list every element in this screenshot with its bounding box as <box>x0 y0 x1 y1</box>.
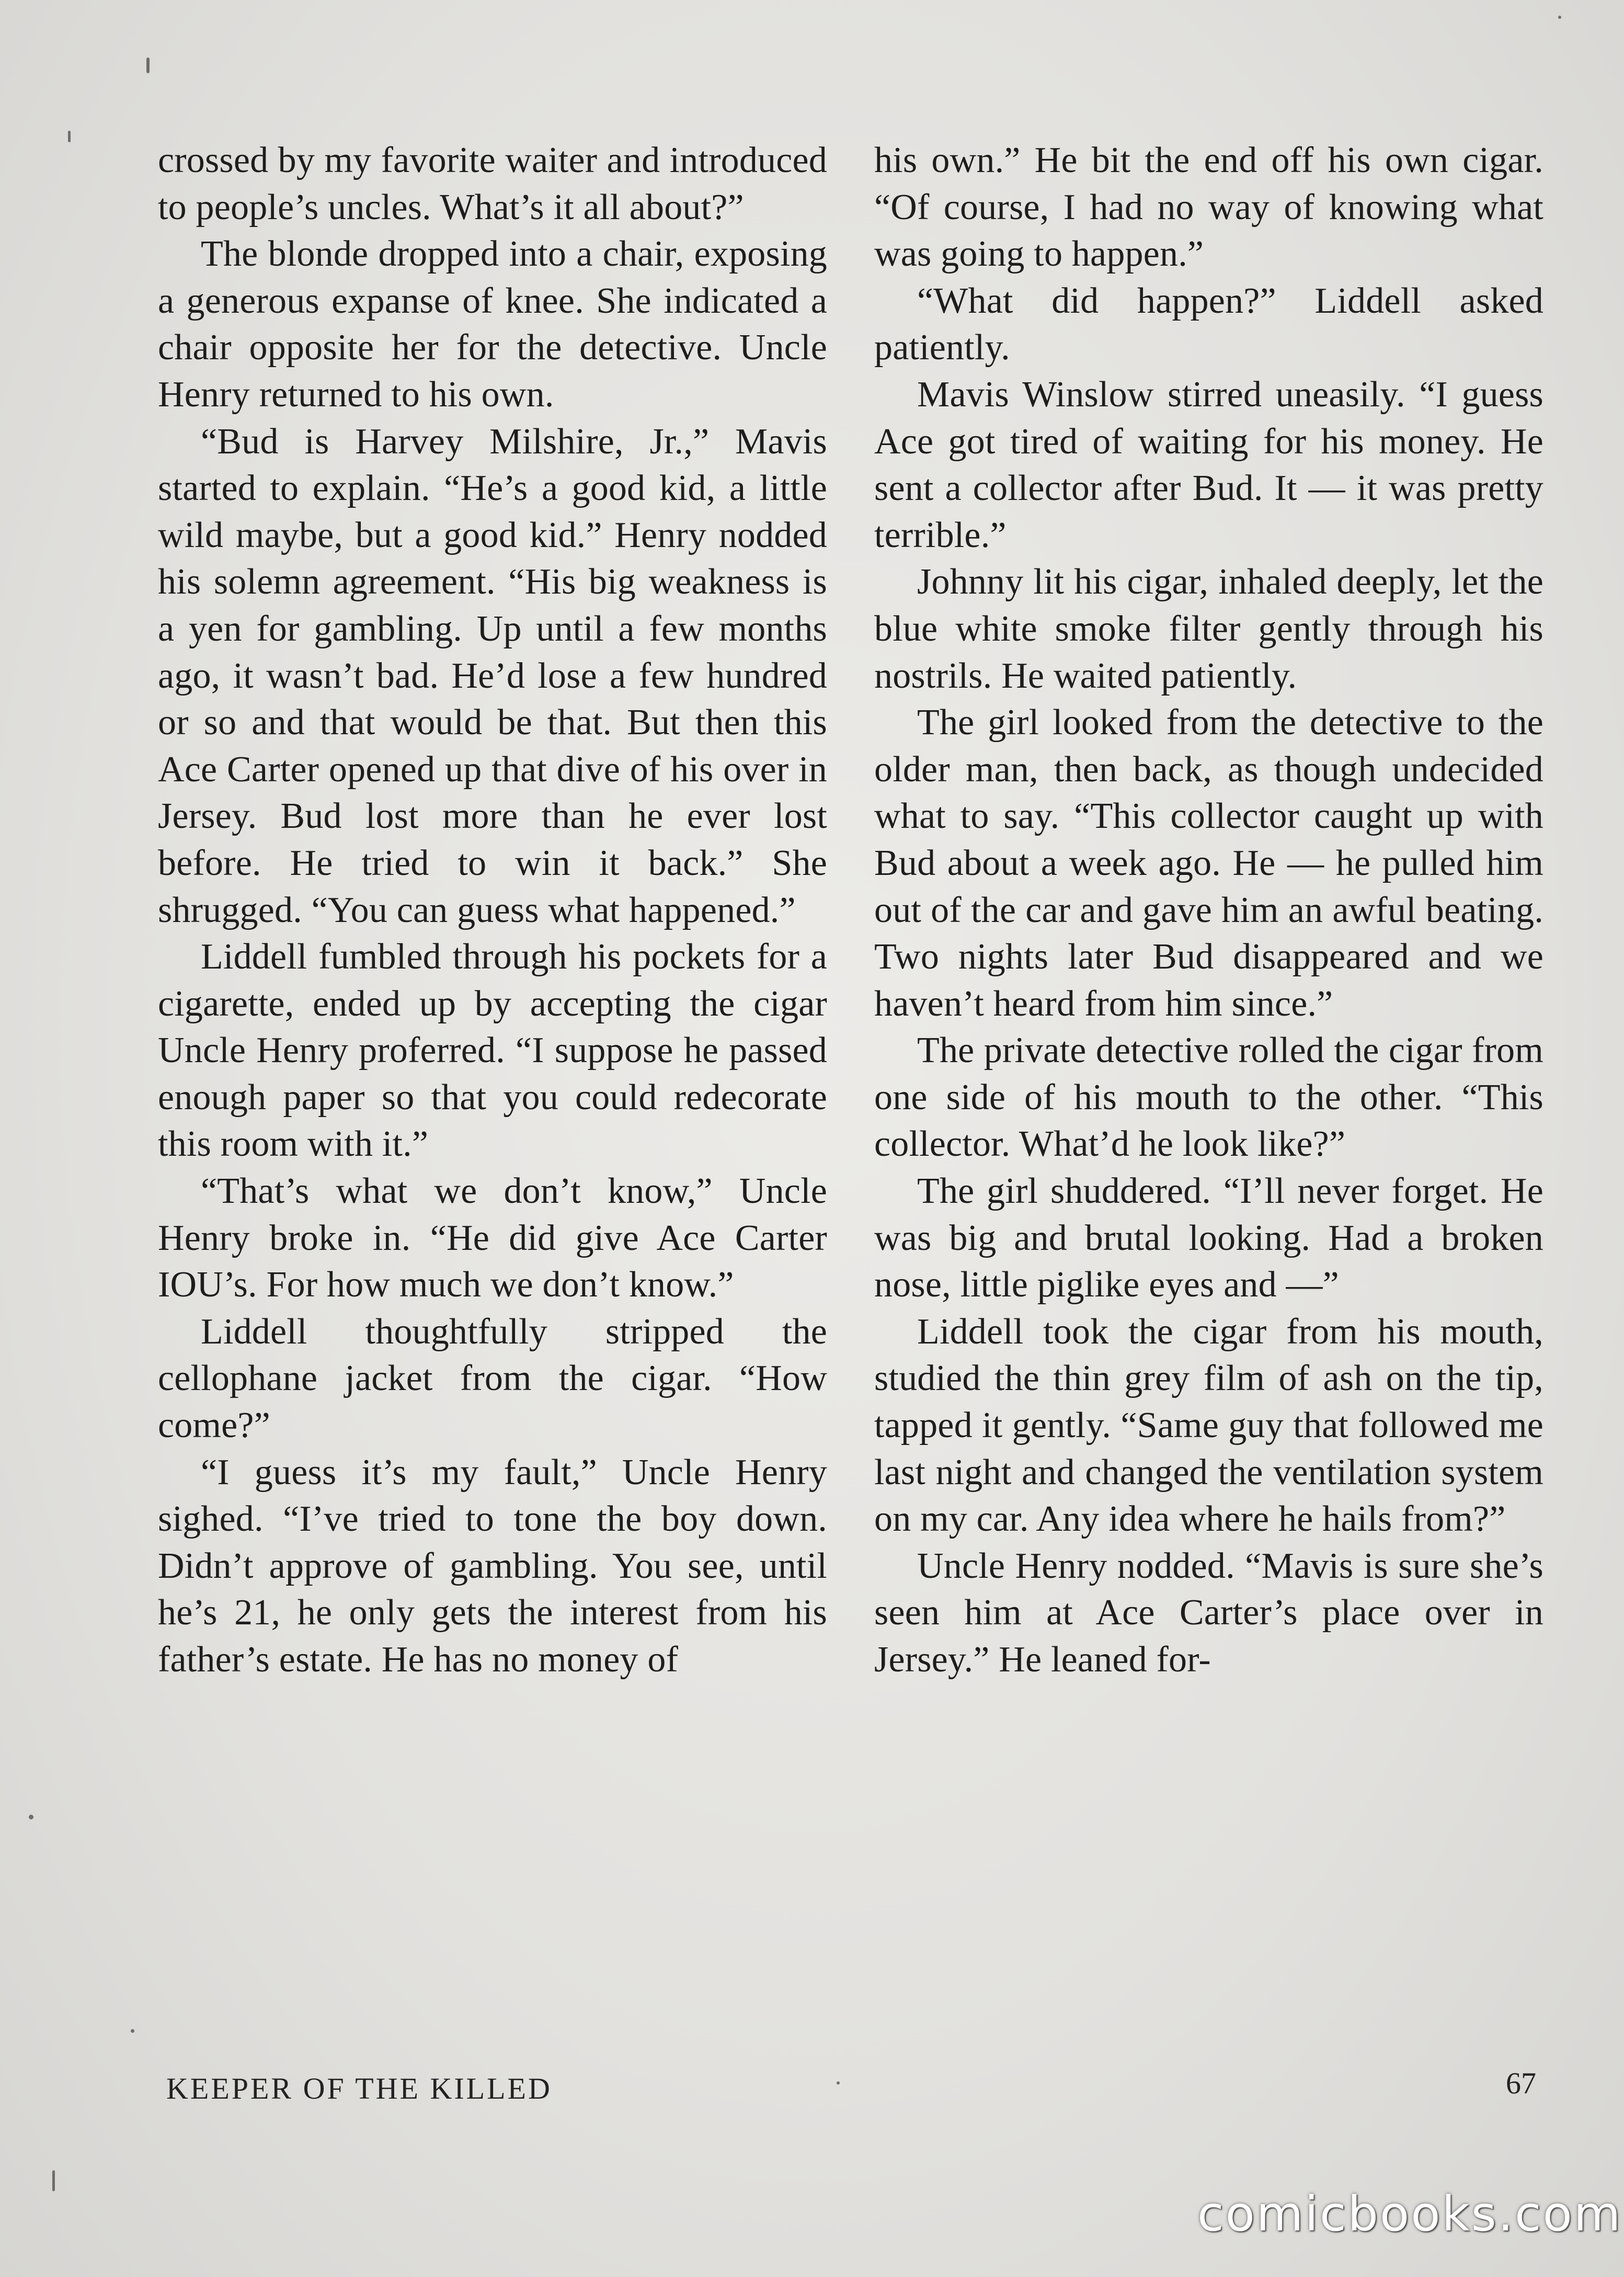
paragraph: “That’s what we don’t know,” Uncle Henry broke in. “He did give Ace Carter IOU’s. For how much we don’t know.” <box>158 1171 827 1305</box>
paragraph: “I guess it’s my fault,” Uncle Henry sighed. “I’ve tried to tone the boy down. Didn’t approve of gambling. You see, until he’s 21, he only gets the interest from his father’s estate. He has no money of <box>158 1452 827 1680</box>
paragraph: Liddell thoughtfully stripped the cellophane jacket from the cigar. “How come?” <box>158 1311 827 1446</box>
running-footer-title: KEEPER OF THE KILLED <box>166 2071 552 2105</box>
paragraph: The girl looked from the detective to the older man, then back, as though undecided what to say. “This collector caught up with Bud about a week ago. He — he pulled him out of the car and gave him an awful beating. Two nights later Bud disappeared and we haven’t heard from him since.” <box>874 702 1543 1024</box>
right-text-column <box>874 137 1543 1683</box>
paragraph: The private detective rolled the cigar from one side of his mouth to the other. “This collector. What’d he look like?” <box>874 1030 1543 1165</box>
paper-speck <box>837 2081 840 2085</box>
paragraph: “Bud is Harvey Milshire, Jr.,” Mavis started to explain. “He’s a good kid, a little wild maybe, but a good kid.” Henry nodded his solemn agreement. “His big weakness is a yen for gambling. Up until a few months ago, it wasn’t bad. He’d lose a few hundred or so and that would be that. But then this Ace Carter opened up that dive of his over in Jersey. Bud lost more than he ever lost before. He tried to win it back.” She shrugged. “You can guess what happened.” <box>158 421 827 930</box>
paper-speck <box>131 2029 134 2033</box>
paper-speck <box>146 58 150 73</box>
page-number: 67 <box>1506 2066 1536 2100</box>
site-watermark: comicbooks.com <box>1197 2186 1622 2242</box>
left-text-column <box>158 137 827 1683</box>
paragraph: Liddell took the cigar from his mouth, studied the thin grey film of ash on the tip, tapped it gently. “Same guy that followed me last night and changed the ventilation system on my car. Any idea where he hails from?” <box>874 1311 1543 1540</box>
paragraph: The girl shuddered. “I’ll never forget. He was big and brutal looking. Had a broken nose, little piglike eyes and —” <box>874 1171 1543 1305</box>
paragraph: Uncle Henry nodded. “Mavis is sure she’s seen him at Ace Carter’s place over in Jersey.” He leaned for- <box>874 1545 1543 1680</box>
paragraph: “What did happen?” Liddell asked patiently. <box>874 280 1543 368</box>
paper-speck <box>1558 16 1561 19</box>
paper-speck <box>52 2170 55 2191</box>
paragraph: Liddell fumbled through his pockets for a cigarette, ended up by accepting the cigar Uncle Henry proferred. “I suppose he passed enough paper so that you could redecorate this room with it.” <box>158 937 827 1165</box>
paragraph: Johnny lit his cigar, inhaled deeply, let the blue white smoke filter gently through his nostrils. He waited patiently. <box>874 562 1543 696</box>
paragraph: his own.” He bit the end off his own cigar. “Of course, I had no way of knowing what was going to happen.” <box>874 140 1543 275</box>
paragraph: The blonde dropped into a chair, exposing a generous expanse of knee. She indicated a chair opposite her for the detective. Uncle Henry returned to his own. <box>158 234 827 415</box>
paragraph: crossed by my favorite waiter and introduced to people’s uncles. What’s it all about?” <box>158 140 827 227</box>
paragraph: Mavis Winslow stirred uneasily. “I guess Ace got tired of waiting for his money. He sent a collector after Bud. It — it was pretty terrible.” <box>874 374 1543 555</box>
paper-speck <box>29 1815 33 1819</box>
paper-speck <box>68 131 71 142</box>
